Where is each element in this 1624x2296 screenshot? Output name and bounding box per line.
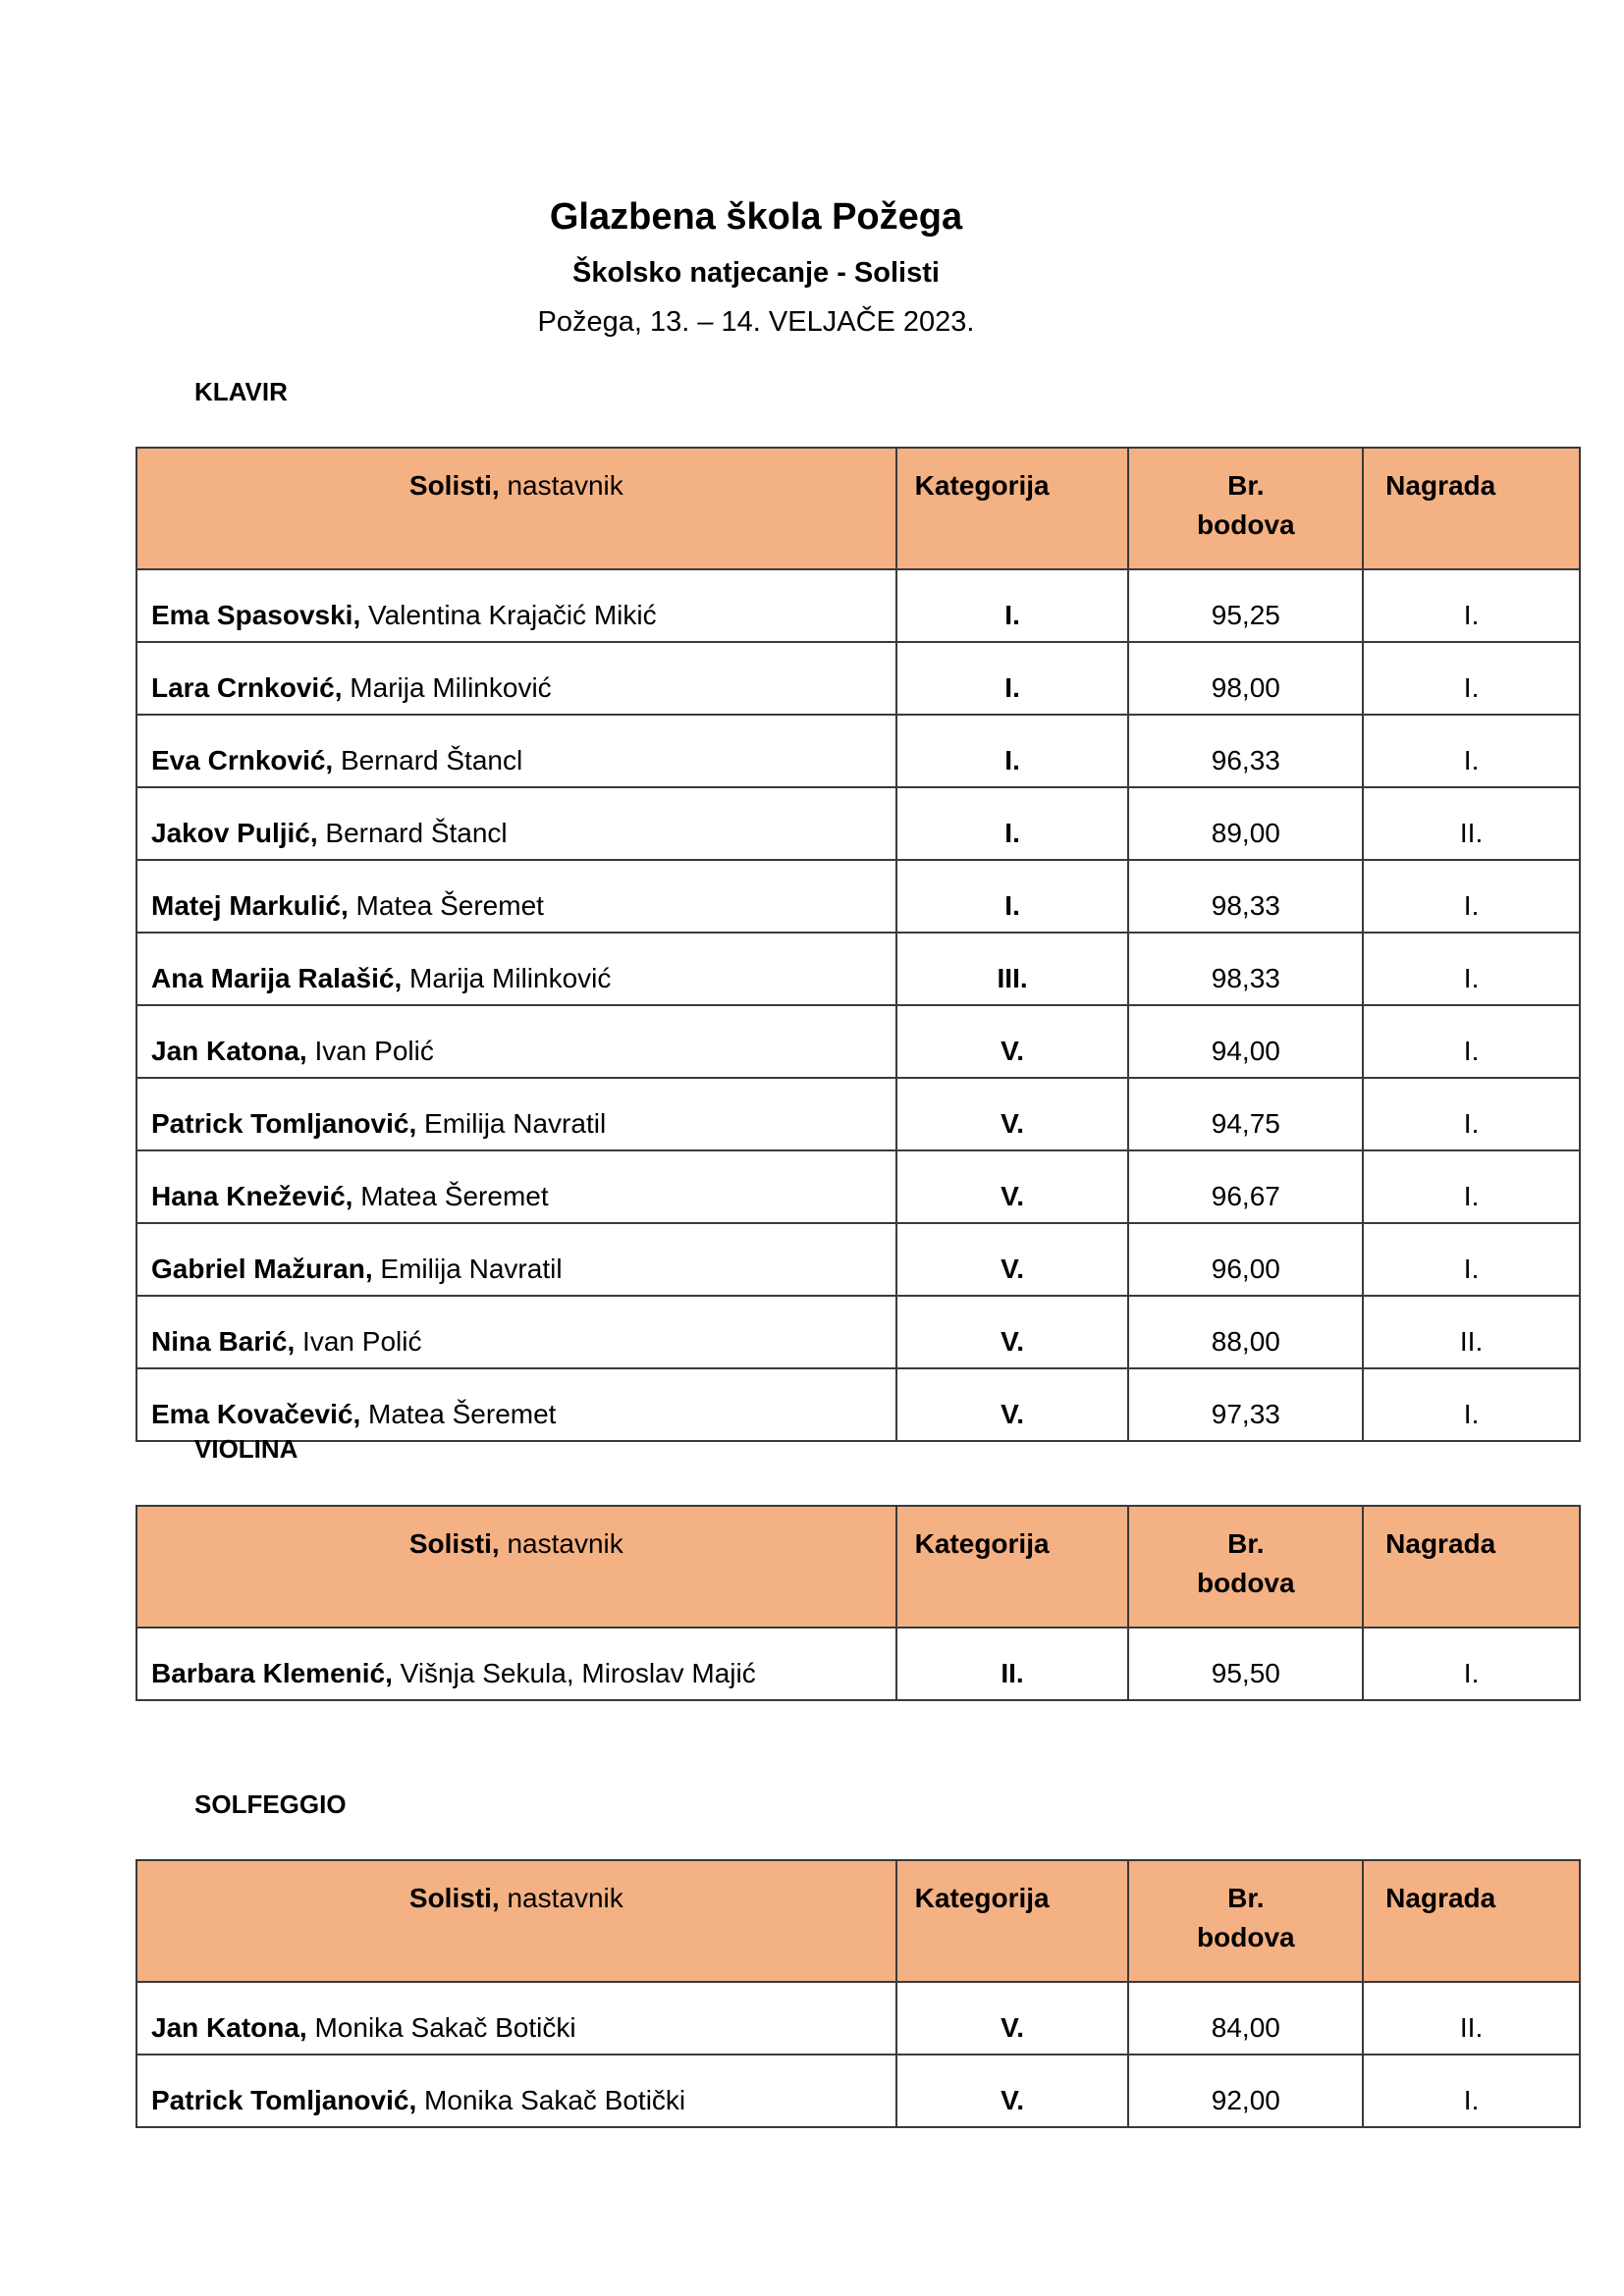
table-row bbox=[136, 1150, 1580, 1223]
cell-kategorija: V. bbox=[896, 1982, 1129, 2055]
table-row bbox=[136, 1628, 1580, 1700]
header-solisti-nastavnik bbox=[136, 1860, 896, 1982]
student-name: Lara Crnković, bbox=[151, 672, 343, 703]
table-row bbox=[136, 1368, 1580, 1441]
student-name: Nina Barić, bbox=[151, 1326, 296, 1357]
cell-bodovi: 92,00 bbox=[1128, 2055, 1363, 2127]
teacher-name: Monika Sakač Botički bbox=[416, 2085, 686, 2115]
section-label-violina: VIOLINA bbox=[194, 1434, 298, 1464]
cell-kategorija: V. bbox=[896, 2055, 1129, 2127]
cell-nagrada: I. bbox=[1363, 1005, 1580, 1078]
header-bodova: bodova bbox=[1197, 1568, 1295, 1598]
cell-solist-nastavnik bbox=[136, 787, 896, 860]
cell-nagrada: I. bbox=[1363, 1223, 1580, 1296]
header-solisti: Solisti, bbox=[408, 470, 500, 501]
teacher-name: Emilija Navratil bbox=[416, 1108, 607, 1139]
student-name: Matej Markulić, bbox=[151, 890, 349, 921]
table-row bbox=[136, 1296, 1580, 1368]
cell-solist-nastavnik bbox=[136, 1368, 896, 1441]
cell-solist-nastavnik bbox=[136, 1296, 896, 1368]
cell-kategorija: III. bbox=[896, 933, 1129, 1005]
table-row bbox=[136, 715, 1580, 787]
teacher-name: Bernard Štancl bbox=[317, 818, 508, 848]
cell-bodovi: 95,25 bbox=[1128, 569, 1363, 642]
student-name: Ema Kovačević, bbox=[151, 1399, 361, 1429]
cell-nagrada: II. bbox=[1363, 787, 1580, 860]
header-br-bodova bbox=[1128, 1506, 1363, 1628]
cell-kategorija: I. bbox=[896, 642, 1129, 715]
header-solisti-nastavnik bbox=[136, 448, 896, 569]
klavir-table bbox=[135, 447, 1581, 1442]
header-kategorija: Kategorija bbox=[896, 448, 1129, 569]
cell-solist-nastavnik bbox=[136, 2055, 896, 2127]
student-name: Gabriel Mažuran, bbox=[151, 1254, 373, 1284]
cell-solist-nastavnik bbox=[136, 1982, 896, 2055]
table-row bbox=[136, 569, 1580, 642]
cell-bodovi: 94,00 bbox=[1128, 1005, 1363, 1078]
place-date: Požega, 13. – 14. VELJAČE 2023. bbox=[537, 306, 975, 338]
cell-bodovi: 94,75 bbox=[1128, 1078, 1363, 1150]
student-name: Hana Knežević, bbox=[151, 1181, 353, 1211]
cell-solist-nastavnik bbox=[136, 1005, 896, 1078]
cell-kategorija: V. bbox=[896, 1368, 1129, 1441]
table-row bbox=[136, 2055, 1580, 2127]
header-nagrada: Nagrada bbox=[1363, 448, 1580, 569]
cell-nagrada: I. bbox=[1363, 642, 1580, 715]
teacher-name: Višnja Sekula, Miroslav Majić bbox=[392, 1658, 756, 1688]
cell-kategorija: V. bbox=[896, 1150, 1129, 1223]
cell-bodovi: 98,33 bbox=[1128, 860, 1363, 933]
header-br: Br. bbox=[1227, 470, 1265, 501]
cell-nagrada: I. bbox=[1363, 1368, 1580, 1441]
header-nagrada: Nagrada bbox=[1363, 1506, 1580, 1628]
table-row bbox=[136, 1982, 1580, 2055]
header-kategorija: Kategorija bbox=[896, 1860, 1129, 1982]
cell-solist-nastavnik bbox=[136, 715, 896, 787]
cell-solist-nastavnik bbox=[136, 1223, 896, 1296]
student-name: Patrick Tomljanović, bbox=[151, 1108, 417, 1139]
cell-solist-nastavnik bbox=[136, 1078, 896, 1150]
header-kategorija: Kategorija bbox=[896, 1506, 1129, 1628]
header-br-bodova bbox=[1128, 1860, 1363, 1982]
header-nastavnik: nastavnik bbox=[499, 470, 623, 501]
cell-nagrada: II. bbox=[1363, 1296, 1580, 1368]
cell-kategorija: II. bbox=[896, 1628, 1129, 1700]
header-solisti: Solisti, bbox=[408, 1883, 500, 1913]
student-name: Jan Katona, bbox=[151, 2012, 307, 2043]
teacher-name: Monika Sakač Botički bbox=[306, 2012, 576, 2043]
cell-nagrada: I. bbox=[1363, 860, 1580, 933]
cell-solist-nastavnik bbox=[136, 933, 896, 1005]
student-name: Jan Katona, bbox=[151, 1036, 307, 1066]
cell-nagrada: I. bbox=[1363, 1150, 1580, 1223]
cell-bodovi: 88,00 bbox=[1128, 1296, 1363, 1368]
table-header-row bbox=[136, 1506, 1580, 1628]
cell-kategorija: I. bbox=[896, 787, 1129, 860]
cell-solist-nastavnik bbox=[136, 569, 896, 642]
cell-kategorija: I. bbox=[896, 715, 1129, 787]
header-bodova: bodova bbox=[1197, 1922, 1295, 1952]
cell-kategorija: I. bbox=[896, 860, 1129, 933]
cell-bodovi: 96,33 bbox=[1128, 715, 1363, 787]
cell-nagrada: I. bbox=[1363, 1078, 1580, 1150]
table-header-row bbox=[136, 448, 1580, 569]
table-row bbox=[136, 933, 1580, 1005]
header-br-bodova bbox=[1128, 448, 1363, 569]
cell-bodovi: 98,00 bbox=[1128, 642, 1363, 715]
header-br: Br. bbox=[1227, 1883, 1265, 1913]
cell-kategorija: V. bbox=[896, 1078, 1129, 1150]
cell-nagrada: II. bbox=[1363, 1982, 1580, 2055]
header-nastavnik: nastavnik bbox=[499, 1883, 623, 1913]
header-solisti: Solisti, bbox=[408, 1528, 500, 1559]
student-name: Ana Marija Ralašić, bbox=[151, 963, 403, 993]
teacher-name: Emilija Navratil bbox=[372, 1254, 563, 1284]
cell-solist-nastavnik bbox=[136, 1628, 896, 1700]
teacher-name: Ivan Polić bbox=[295, 1326, 422, 1357]
cell-nagrada: I. bbox=[1363, 715, 1580, 787]
cell-solist-nastavnik bbox=[136, 642, 896, 715]
teacher-name: Matea Šeremet bbox=[348, 890, 544, 921]
cell-bodovi: 98,33 bbox=[1128, 933, 1363, 1005]
cell-kategorija: V. bbox=[896, 1296, 1129, 1368]
table-row bbox=[136, 1078, 1580, 1150]
cell-bodovi: 96,00 bbox=[1128, 1223, 1363, 1296]
table-row bbox=[136, 1223, 1580, 1296]
cell-bodovi: 84,00 bbox=[1128, 1982, 1363, 2055]
cell-nagrada: I. bbox=[1363, 933, 1580, 1005]
table-row bbox=[136, 642, 1580, 715]
student-name: Patrick Tomljanović, bbox=[151, 2085, 417, 2115]
cell-bodovi: 97,33 bbox=[1128, 1368, 1363, 1441]
cell-nagrada: I. bbox=[1363, 569, 1580, 642]
teacher-name: Ivan Polić bbox=[306, 1036, 434, 1066]
school-title: Glazbena škola Požega bbox=[549, 196, 963, 238]
student-name: Jakov Puljić, bbox=[151, 818, 318, 848]
cell-bodovi: 95,50 bbox=[1128, 1628, 1363, 1700]
teacher-name: Matea Šeremet bbox=[352, 1181, 549, 1211]
teacher-name: Marija Milinković bbox=[342, 672, 552, 703]
cell-bodovi: 89,00 bbox=[1128, 787, 1363, 860]
teacher-name: Valentina Krajačić Mikić bbox=[360, 600, 657, 630]
header-nagrada: Nagrada bbox=[1363, 1860, 1580, 1982]
cell-kategorija: I. bbox=[896, 569, 1129, 642]
cell-kategorija: V. bbox=[896, 1223, 1129, 1296]
teacher-name: Marija Milinković bbox=[402, 963, 612, 993]
section-label-solfeggio: SOLFEGGIO bbox=[194, 1789, 347, 1819]
cell-nagrada: I. bbox=[1363, 1628, 1580, 1700]
event-title: Školsko natjecanje - Solisti bbox=[572, 257, 940, 289]
header-nastavnik: nastavnik bbox=[499, 1528, 623, 1559]
section-label-klavir: KLAVIR bbox=[194, 377, 288, 406]
teacher-name: Bernard Štancl bbox=[333, 745, 523, 775]
cell-solist-nastavnik bbox=[136, 860, 896, 933]
header-solisti-nastavnik bbox=[136, 1506, 896, 1628]
student-name: Barbara Klemenić, bbox=[151, 1658, 393, 1688]
solfeggio-table bbox=[135, 1859, 1581, 2128]
table-row bbox=[136, 1005, 1580, 1078]
cell-solist-nastavnik bbox=[136, 1150, 896, 1223]
student-name: Eva Crnković, bbox=[151, 745, 334, 775]
header-br: Br. bbox=[1227, 1528, 1265, 1559]
cell-bodovi: 96,67 bbox=[1128, 1150, 1363, 1223]
violina-table bbox=[135, 1505, 1581, 1701]
student-name: Ema Spasovski, bbox=[151, 600, 361, 630]
header-bodova: bodova bbox=[1197, 509, 1295, 540]
table-header-row bbox=[136, 1860, 1580, 1982]
cell-nagrada: I. bbox=[1363, 2055, 1580, 2127]
table-row bbox=[136, 860, 1580, 933]
table-row bbox=[136, 787, 1580, 860]
teacher-name: Matea Šeremet bbox=[360, 1399, 557, 1429]
cell-kategorija: V. bbox=[896, 1005, 1129, 1078]
